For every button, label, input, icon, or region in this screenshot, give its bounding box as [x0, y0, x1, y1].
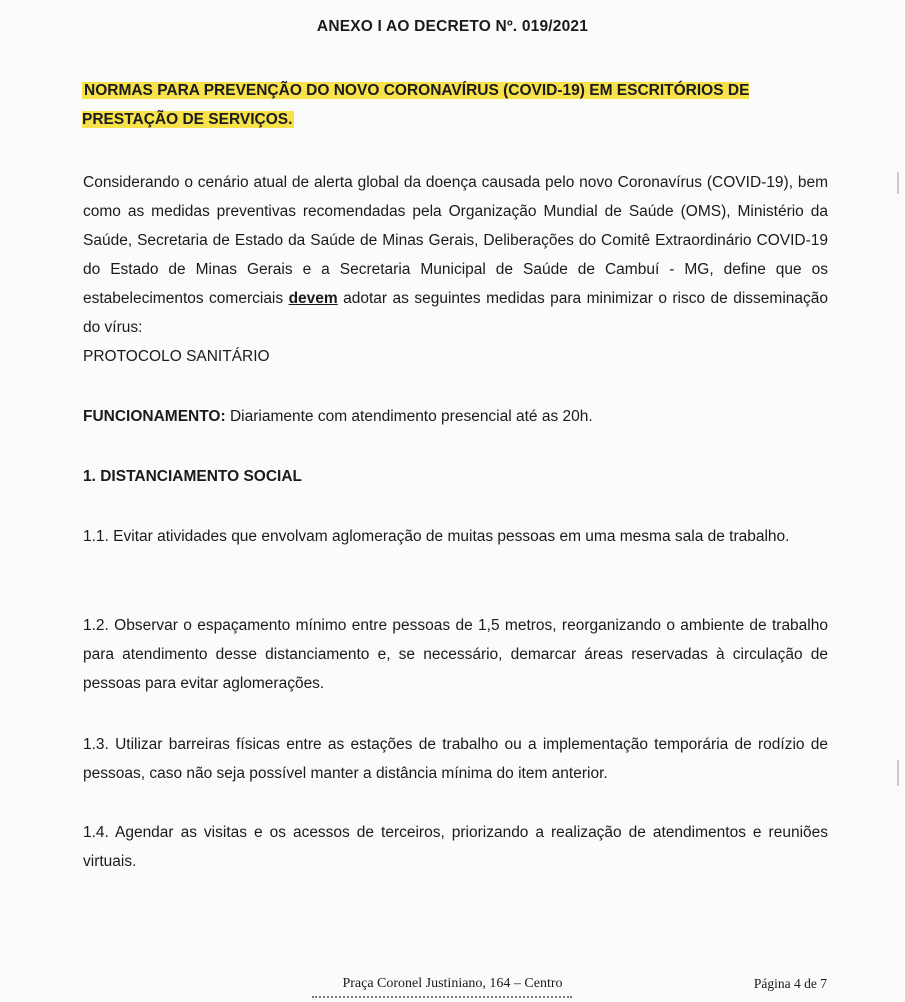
scan-edge-mark — [897, 760, 899, 786]
section-title: 1. DISTANCIAMENTO SOCIAL — [83, 468, 303, 485]
document-heading: ANEXO I AO DECRETO Nº. 019/2021 — [316, 18, 589, 35]
protocol-label: PROTOCOLO SANITÁRIO — [83, 348, 270, 365]
highlighted-title — [82, 76, 832, 134]
intro-text-after: adotar as seguintes medidas para minimizar o risco de disseminação do vírus: — [83, 290, 828, 336]
intro-emphasis: devem — [288, 290, 338, 307]
item-1-3: 1.3. Utilizar barreiras físicas entre as estações de trabalho ou a implementação temporária de rodízio de pessoas, caso não seja possível manter a distância mínima do item anterior. — [83, 736, 828, 782]
item-1-4: 1.4. Agendar as visitas e os acessos de terceiros, priorizando a realização de atendimentos e reuniões virtuais. — [83, 824, 828, 870]
footer-cut-off-line — [312, 996, 572, 1002]
item-1-1: 1.1. Evitar atividades que envolvam aglomeração de muitas pessoas em uma mesma sala de trabalho. — [83, 528, 790, 545]
intro-text-before: Considerando o cenário atual de alerta global da doença causada pelo novo Coronavírus (COVID-19), bem como as medidas preventivas recomendadas pela Organização Mundial de Saúde (OMS), Ministério da Saúde, Secretaria de Estado da Saúde de Minas Gerais, Deliberações do Comitê Extraordinário COVID-19 do Estado de Minas Gerais e a Secretaria Municipal de Saúde de Cambuí - MG, define que os estabelecimentos comerciais — [83, 174, 828, 307]
footer-address: Praça Coronel Justiniano, 164 – Centro — [342, 976, 563, 991]
footer-page-number: Página 4 de 7 — [753, 976, 827, 991]
functioning-line — [83, 402, 828, 431]
functioning-text: Diariamente com atendimento presencial até as 20h. — [229, 408, 593, 425]
item-1-2: 1.2. Observar o espaçamento mínimo entre pessoas de 1,5 metros, reorganizando o ambiente de trabalho para atendimento desse distanciamento e, se necessário, demarcar áreas reservadas à circulação de pessoas para evitar aglomerações. — [83, 617, 828, 692]
intro-paragraph — [83, 168, 828, 371]
functioning-label: FUNCIONAMENTO: — [83, 408, 226, 425]
scan-edge-mark — [897, 172, 899, 194]
title-text: NORMAS PARA PREVENÇÃO DO NOVO CORONAVÍRUS (COVID-19) EM ESCRITÓRIOS DE PRESTAÇÃO DE SERVIÇOS. — [82, 82, 750, 128]
